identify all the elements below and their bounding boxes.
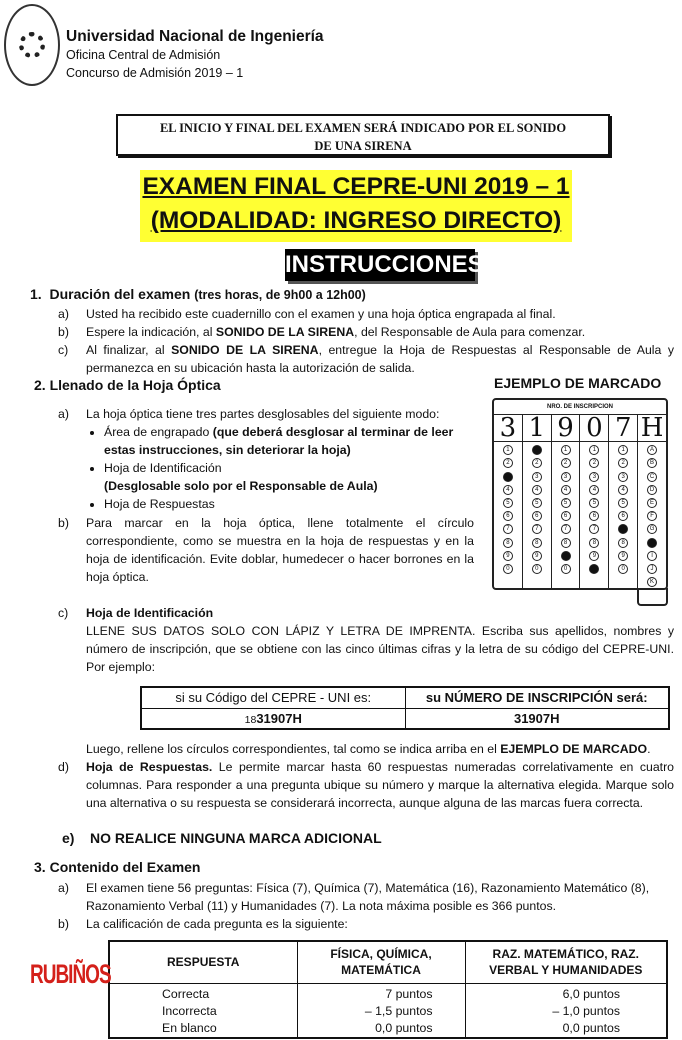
header-response: RESPUESTA (109, 941, 297, 983)
handwritten-digit: 1 (523, 415, 551, 442)
item-label: a) (58, 307, 69, 321)
example-title: EJEMPLO DE MARCADO (494, 375, 662, 391)
s2-item-b: Para marcar en la hoja óptica, llene totalmente el círculo correspondiente, como se muestra en la hoja de respuestas y en la hoja de identificación. Evite doblar, humedecer o hacer borrones en la hoja óptica. (86, 516, 474, 584)
university-name: Universidad Nacional de Ingeniería (66, 28, 324, 45)
inscription-column (638, 415, 666, 588)
filled-bubble (532, 445, 542, 455)
bubble: 8 (561, 538, 571, 548)
bubble: 0 (561, 564, 571, 574)
bubble: 8 (503, 538, 513, 548)
bubble: 2 (503, 458, 513, 468)
exam-title: EXAMEN FINAL CEPRE-UNI 2019 – 1 (MODALIDAD: INGRESO DIRECTO) (140, 170, 572, 242)
bubble: 4 (589, 485, 599, 495)
bubble: 7 (532, 524, 542, 534)
bubble: 3 (618, 472, 628, 482)
s2-item-e: NO REALICE NINGUNA MARCA ADICIONAL (90, 830, 382, 846)
bubble: 6 (532, 511, 542, 521)
bubble: 7 (503, 524, 513, 534)
section-3-heading: 3. Contenido del Examen (34, 859, 201, 875)
section-2-heading: 2. Llenado de la Hoja Óptica (34, 377, 221, 393)
handwritten-digit: 3 (494, 415, 522, 442)
bubble: 0 (503, 564, 513, 574)
bubble: 9 (503, 551, 513, 561)
bubble: I (647, 551, 657, 561)
bubble: 7 (561, 524, 571, 534)
item-label: d) (58, 760, 69, 774)
header-sciences: FÍSICA, QUÍMICA, MATEMÁTICA (297, 941, 465, 983)
filled-bubble (589, 564, 599, 574)
section-1-heading: 1. Duración del examen (tres horas, de 9h00 a 12h00) (30, 286, 366, 302)
bubble: E (647, 498, 657, 508)
inscription-column (494, 415, 523, 588)
university-seal-logo (4, 4, 60, 86)
bubble: 3 (589, 472, 599, 482)
handwritten-digit: 7 (609, 415, 637, 442)
bubble: 6 (618, 511, 628, 521)
grid-header: NRO. DE INSCRIPCION (494, 400, 666, 415)
bubble: 6 (503, 511, 513, 521)
bubble: 4 (561, 485, 571, 495)
inscription-column (609, 415, 638, 588)
bubble: 4 (532, 485, 542, 495)
bubble: F (647, 511, 657, 521)
item-label: a) (58, 881, 69, 895)
rubinos-watermark-logo: RUBIÑOS (30, 960, 111, 990)
handwritten-digit: H (638, 415, 666, 442)
bubble: 6 (561, 511, 571, 521)
contest-name: Concurso de Admisión 2019 – 1 (66, 66, 244, 80)
handwritten-digit: 9 (552, 415, 580, 442)
bubble: 9 (589, 551, 599, 561)
inscription-column (523, 415, 552, 588)
s3-item-b: La calificación de cada pregunta es la siguiente: (86, 917, 348, 931)
office-name: Oficina Central de Admisión (66, 48, 221, 62)
s1-item-c: Al finalizar, al SONIDO DE LA SIRENA, entregue la Hoja de Respuestas al Responsable de Aula y permanezca en su ubicación hasta la autorización de salida. (86, 343, 674, 375)
item-label: e) (62, 830, 75, 846)
inscription-column (580, 415, 609, 588)
s2-item-d: Hoja de Respuestas. Le permite marcar hasta 60 respuestas numeradas correlativamente en cuatro columnas. Para responder a una pregunta ubique su número y marque la alternativa elegida. Marque solo una alternativa o su respuesta se considerará incorrecta, aunque alguna de las marcas fuera correcta. (86, 760, 675, 810)
bubble: 1 (561, 445, 571, 455)
marking-example-grid (492, 398, 668, 590)
bubble: 0 (532, 564, 542, 574)
s3-item-a: El examen tiene 56 preguntas: Física (7), Química (7), Matemática (16), Razonamiento Matemático (8), Razonamiento Verbal (11) y Humanidades (7). La nota máxima posible es 366 puntos. (86, 881, 650, 913)
bubble: 5 (618, 498, 628, 508)
handwritten-digit: 0 (580, 415, 608, 442)
bubble: 5 (532, 498, 542, 508)
number-header: su NÚMERO DE INSCRIPCIÓN será: (405, 687, 669, 708)
bubble: 4 (503, 485, 513, 495)
tear-off-parts-list: • Área de engrapado (que deberá desglosar al terminar de leer estas instrucciones, sin deteriorar la hoja) • Hoja de Identificación (Desglosable solo por el Responsable de Aula) • Hoja de Respuestas (104, 423, 472, 513)
item-label: c) (58, 606, 69, 620)
bubble: C (647, 472, 657, 482)
bubble: B (647, 458, 657, 468)
code-value: 1831907H (141, 708, 405, 729)
filled-bubble (503, 472, 513, 482)
bubble: 3 (532, 472, 542, 482)
bubble: 2 (618, 458, 628, 468)
bubble: 5 (561, 498, 571, 508)
s1-item-b: Espere la indicación, al SONIDO DE LA SIRENA, del Responsable de Aula para comenzar. (86, 325, 586, 339)
bubble: K (647, 577, 657, 587)
bubble: D (647, 485, 657, 495)
filled-bubble (618, 524, 628, 534)
bubble: G (647, 524, 657, 534)
code-header: si su Código del CEPRE - UNI es: (141, 687, 405, 708)
s1-item-a: Usted ha recibido este cuadernillo con el examen y una hoja óptica engrapada al final. (86, 307, 556, 321)
bubble: 1 (503, 445, 513, 455)
fill-circles-note: Luego, rellene los círculos correspondientes, tal como se indica arriba en el EJEMPLO DE MARCADO. (86, 742, 651, 756)
bubble: 3 (561, 472, 571, 482)
number-value: 31907H (405, 708, 669, 729)
bubble: 2 (561, 458, 571, 468)
item-label: a) (58, 407, 69, 421)
bubble: 8 (532, 538, 542, 548)
scoring-table (108, 940, 668, 1039)
header-reasoning: RAZ. MATEMÁTICO, RAZ. VERBAL Y HUMANIDADES (465, 941, 667, 983)
bubble: 1 (589, 445, 599, 455)
bubble: 8 (618, 538, 628, 548)
bubble: 9 (618, 551, 628, 561)
bubble: 7 (589, 524, 599, 534)
bubble: 5 (589, 498, 599, 508)
siren-notice: EL INICIO Y FINAL DEL EXAMEN SERÁ INDICADO POR EL SONIDO DE UNA SIRENA (116, 114, 610, 156)
bubble: 6 (589, 511, 599, 521)
bubble: 2 (589, 458, 599, 468)
bubble: 2 (532, 458, 542, 468)
s2-item-a: La hoja óptica tiene tres partes desglosables del siguiente modo: (86, 407, 440, 421)
bubble: 9 (532, 551, 542, 561)
bubble: 4 (618, 485, 628, 495)
instructions-heading: INSTRUCCIONES (285, 249, 475, 281)
item-label: b) (58, 516, 69, 530)
s2-item-c-heading: Hoja de Identificación (86, 606, 214, 620)
code-example-table (140, 686, 670, 730)
bubble: 0 (618, 564, 628, 574)
bubble: J (647, 564, 657, 574)
bubble: A (647, 445, 657, 455)
bubble: 8 (589, 538, 599, 548)
item-label: b) (58, 325, 69, 339)
bubble: 5 (503, 498, 513, 508)
item-label: c) (58, 343, 69, 357)
inscription-column (552, 415, 581, 588)
bubble: 1 (618, 445, 628, 455)
filled-bubble (561, 551, 571, 561)
filled-bubble (647, 538, 657, 548)
s2-item-c: LLENE SUS DATOS SOLO CON LÁPIZ Y LETRA DE IMPRENTA. Escriba sus apellidos, nombres y número de inscripción, que se obtiene con las cinco últimas cifras y la letra de su código del CEPRE-UNI. Por ejemplo: (86, 624, 674, 674)
item-label: b) (58, 917, 69, 931)
table-row: Correcta Incorrecta En blanco 7 puntos – 1,5 puntos 0,0 puntos 6,0 puntos – 1,0 puntos 0,0 puntos (109, 983, 667, 1038)
